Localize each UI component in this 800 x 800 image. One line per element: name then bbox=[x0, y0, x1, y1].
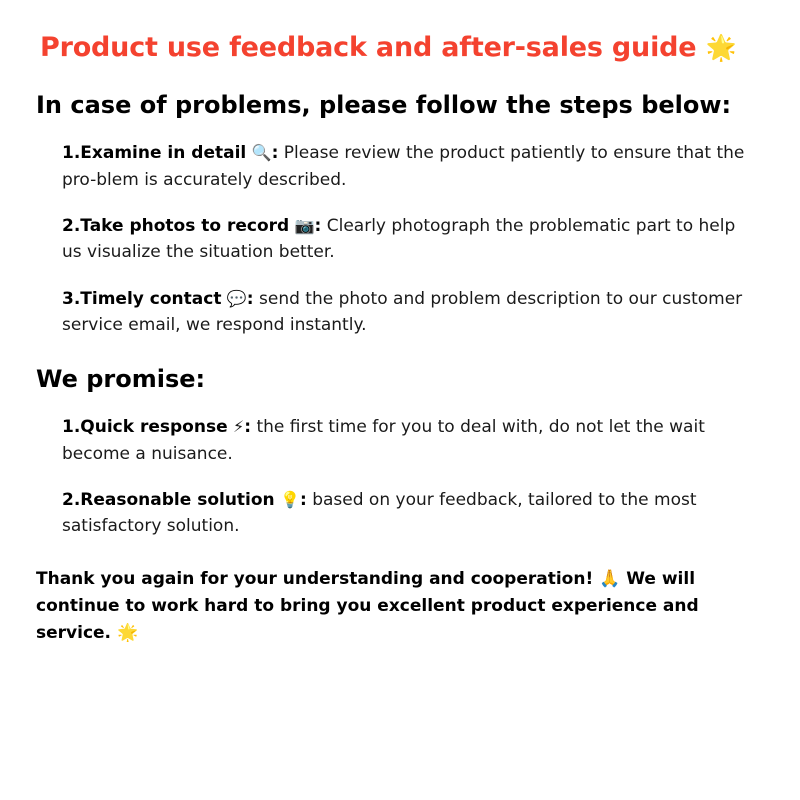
list-item bbox=[34, 414, 760, 467]
step-separator: : bbox=[314, 216, 322, 237]
praying-hands-icon: 🙏 bbox=[599, 568, 621, 589]
closing-text-after: We will continue to work hard to bring you excellent product experience and service. bbox=[36, 568, 699, 644]
page-title bbox=[40, 32, 760, 64]
list-item bbox=[34, 140, 760, 193]
step-lead: 2.Take photos to record bbox=[62, 216, 290, 237]
speech-bubble-icon: 💬 bbox=[226, 288, 247, 308]
step-lead: 1.Quick response bbox=[62, 417, 228, 438]
step-separator: : bbox=[300, 490, 307, 511]
camera-icon: 📷 bbox=[294, 216, 315, 236]
problem-section-heading: In case of problems, please follow the steps below: bbox=[36, 91, 732, 120]
step-body: based on your feedback, tailored to the most satisfactory solution. bbox=[62, 490, 697, 537]
step-body: Please review the product patiently to ensure that the pro-blem is accurately described. bbox=[62, 143, 745, 190]
lightbulb-icon: 💡 bbox=[280, 490, 300, 510]
promise-steps-list bbox=[34, 414, 760, 539]
page-title-text: Product use feedback and after-sales guide bbox=[40, 32, 697, 63]
problem-steps-list bbox=[34, 140, 760, 338]
star-icon: 🌟 bbox=[116, 623, 139, 644]
step-lead: 1.Examine in detail bbox=[62, 143, 247, 164]
closing-paragraph bbox=[36, 566, 756, 648]
promise-section-heading: We promise: bbox=[36, 365, 206, 394]
step-body: Clearly photograph the problematic part to help us visualize the situation better. bbox=[62, 216, 736, 263]
list-item bbox=[34, 487, 760, 540]
list-item bbox=[34, 286, 760, 339]
star-icon: 🌟 bbox=[705, 33, 737, 62]
step-body: the first time for you to deal with, do not let the wait become a nuisance. bbox=[62, 417, 705, 464]
list-item bbox=[34, 213, 760, 266]
step-separator: : bbox=[244, 417, 252, 438]
step-lead: 3.Timely contact bbox=[62, 288, 222, 309]
closing-text-before: Thank you again for your understanding and cooperation! bbox=[36, 568, 594, 589]
step-separator: : bbox=[271, 143, 279, 164]
step-separator: : bbox=[246, 288, 254, 309]
lightning-icon: ⚡ bbox=[233, 417, 245, 437]
magnifier-icon: 🔍 bbox=[251, 143, 272, 163]
step-body: send the photo and problem description to our customer service email, we respond instantly. bbox=[62, 288, 743, 336]
step-lead: 2.Reasonable solution bbox=[62, 490, 275, 511]
